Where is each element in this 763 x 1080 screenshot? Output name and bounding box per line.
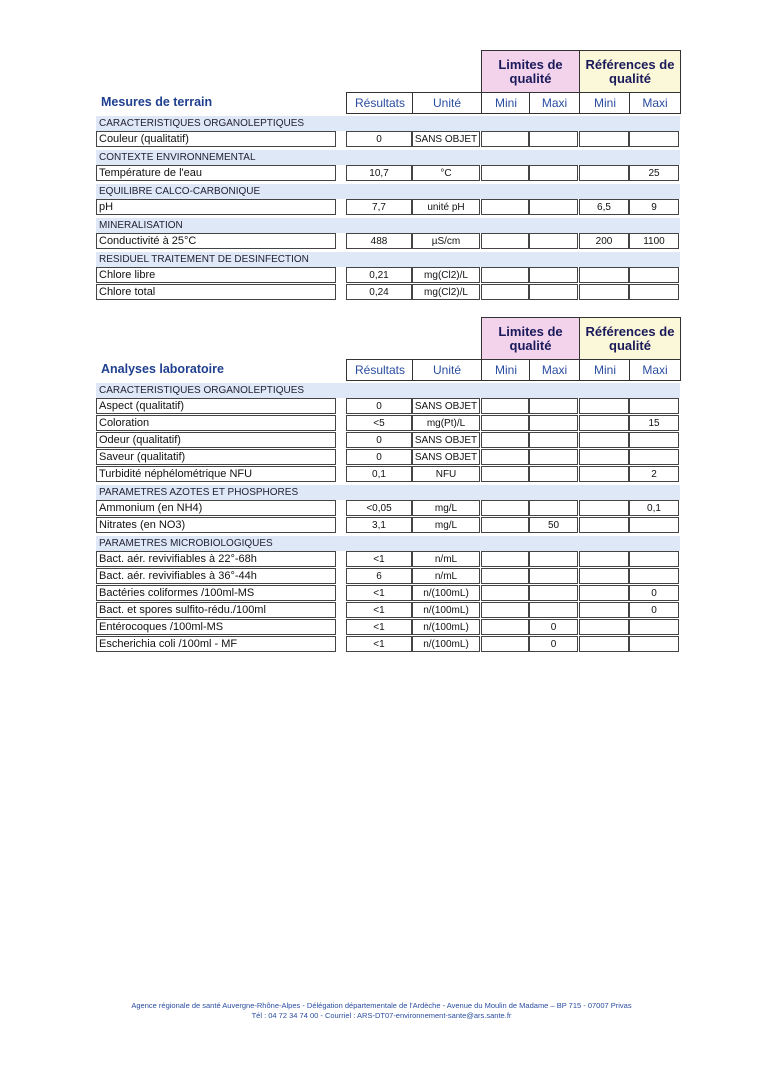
- limit-min-value: [481, 415, 529, 431]
- reference-min-value: [579, 517, 629, 533]
- reference-max-value: [629, 551, 679, 567]
- unit-value: n/(100mL): [412, 636, 480, 652]
- reference-min-value: [579, 500, 629, 516]
- result-value: <1: [346, 602, 412, 618]
- unit-value: SANS OBJET: [412, 131, 480, 147]
- limit-max-value: [529, 267, 578, 283]
- column-limit-min: Mini: [481, 359, 531, 381]
- parameter-name: Couleur (qualitatif): [96, 131, 336, 147]
- limit-max-value: 0: [529, 636, 578, 652]
- unit-value: SANS OBJET: [412, 449, 480, 465]
- parameter-name: Odeur (qualitatif): [96, 432, 336, 448]
- reference-max-value: 0,1: [629, 500, 679, 516]
- reference-min-value: 200: [579, 233, 629, 249]
- result-value: <1: [346, 636, 412, 652]
- column-header-row: [96, 92, 680, 114]
- table-row: [96, 233, 680, 250]
- reference-min-value: [579, 432, 629, 448]
- footer-address: Agence régionale de santé Auvergne-Rhône-Alpes - Délégation départementale de l'Ardèche - Avenue du Moulin de Madame – BP 715 - 07007 Privas: [131, 1001, 632, 1010]
- result-value: 7,7: [346, 199, 412, 215]
- unit-value: SANS OBJET: [412, 398, 480, 414]
- limit-max-value: [529, 432, 578, 448]
- unit-value: SANS OBJET: [412, 432, 480, 448]
- table-row: [96, 415, 680, 432]
- limit-max-value: [529, 199, 578, 215]
- reference-max-value: [629, 517, 679, 533]
- result-value: 10,7: [346, 165, 412, 181]
- limit-min-value: [481, 466, 529, 482]
- result-value: 0,1: [346, 466, 412, 482]
- limit-max-value: [529, 585, 578, 601]
- parameter-name: Escherichia coli /100ml - MF: [96, 636, 336, 652]
- parameter-name: Chlore libre: [96, 267, 336, 283]
- limit-min-value: [481, 517, 529, 533]
- table-row: [96, 199, 680, 216]
- limit-max-value: [529, 165, 578, 181]
- reference-max-value: 15: [629, 415, 679, 431]
- limit-max-value: [529, 284, 578, 300]
- table-row: [96, 585, 680, 602]
- category-label: EQUILIBRE CALCO-CARBONIQUE: [96, 184, 680, 199]
- limits-header: Limites de qualité: [481, 50, 580, 93]
- parameter-name: Turbidité néphélométrique NFU: [96, 466, 336, 482]
- unit-value: µS/cm: [412, 233, 480, 249]
- limit-max-value: 0: [529, 619, 578, 635]
- table-row: [96, 500, 680, 517]
- footer-contact: Tél : 04 72 34 74 00 - Courriel : ARS-DT07-environnement-sante@ars.sante.fr: [251, 1011, 512, 1020]
- parameter-name: Coloration: [96, 415, 336, 431]
- reference-max-value: [629, 449, 679, 465]
- parameter-name: Ammonium (en NH4): [96, 500, 336, 516]
- column-reference-max: Maxi: [629, 359, 681, 381]
- result-value: 6: [346, 568, 412, 584]
- limit-min-value: [481, 619, 529, 635]
- reference-min-value: [579, 284, 629, 300]
- reference-min-value: 6,5: [579, 199, 629, 215]
- field-measurements-table: [96, 50, 680, 301]
- limit-min-value: [481, 284, 529, 300]
- parameter-name: Aspect (qualitatif): [96, 398, 336, 414]
- limit-max-value: [529, 449, 578, 465]
- limit-min-value: [481, 165, 529, 181]
- unit-value: unité pH: [412, 199, 480, 215]
- parameter-name: Entérocoques /100ml-MS: [96, 619, 336, 635]
- unit-value: n/(100mL): [412, 602, 480, 618]
- category-label: MINERALISATION: [96, 218, 680, 233]
- table-row: [96, 432, 680, 449]
- limit-min-value: [481, 551, 529, 567]
- reference-max-value: [629, 568, 679, 584]
- limit-max-value: [529, 500, 578, 516]
- table-row: [96, 619, 680, 636]
- reference-min-value: [579, 466, 629, 482]
- table-row: [96, 568, 680, 585]
- references-header: Références de qualité: [579, 50, 681, 93]
- lab-analyses-table: [96, 317, 680, 653]
- reference-min-value: [579, 398, 629, 414]
- limit-max-value: [529, 398, 578, 414]
- unit-value: n/mL: [412, 568, 480, 584]
- result-value: 0: [346, 432, 412, 448]
- limit-max-value: 50: [529, 517, 578, 533]
- category-label: CARACTERISTIQUES ORGANOLEPTIQUES: [96, 116, 680, 131]
- table-row: [96, 466, 680, 483]
- limit-max-value: [529, 233, 578, 249]
- reference-max-value: 1100: [629, 233, 679, 249]
- column-limit-min: Mini: [481, 92, 531, 114]
- limit-min-value: [481, 585, 529, 601]
- column-reference-min: Mini: [579, 359, 631, 381]
- reference-max-value: 25: [629, 165, 679, 181]
- footer: [0, 1001, 763, 1021]
- limit-max-value: [529, 131, 578, 147]
- reference-max-value: [629, 398, 679, 414]
- limit-min-value: [481, 199, 529, 215]
- reference-min-value: [579, 619, 629, 635]
- reference-min-value: [579, 267, 629, 283]
- limit-min-value: [481, 500, 529, 516]
- reference-max-value: 2: [629, 466, 679, 482]
- reference-max-value: 0: [629, 602, 679, 618]
- limit-min-value: [481, 131, 529, 147]
- unit-value: mg/L: [412, 500, 480, 516]
- result-value: <5: [346, 415, 412, 431]
- reference-max-value: [629, 636, 679, 652]
- reference-max-value: 9: [629, 199, 679, 215]
- limit-max-value: [529, 415, 578, 431]
- limit-min-value: [481, 568, 529, 584]
- reference-min-value: [579, 449, 629, 465]
- table-row: [96, 165, 680, 182]
- limit-max-value: [529, 466, 578, 482]
- column-limit-max: Maxi: [529, 92, 580, 114]
- reference-min-value: [579, 568, 629, 584]
- limit-min-value: [481, 398, 529, 414]
- quality-header: [96, 317, 680, 359]
- table-row: [96, 284, 680, 301]
- unit-value: mg/L: [412, 517, 480, 533]
- column-results: Résultats: [346, 359, 414, 381]
- reference-min-value: [579, 585, 629, 601]
- unit-value: n/mL: [412, 551, 480, 567]
- parameter-name: Nitrates (en NO3): [96, 517, 336, 533]
- column-reference-max: Maxi: [629, 92, 681, 114]
- parameter-name: Chlore total: [96, 284, 336, 300]
- section-title: Mesures de terrain: [101, 95, 213, 109]
- result-value: 488: [346, 233, 412, 249]
- category-label: PARAMETRES AZOTES ET PHOSPHORES: [96, 485, 680, 500]
- column-reference-min: Mini: [579, 92, 631, 114]
- category-label: CARACTERISTIQUES ORGANOLEPTIQUES: [96, 383, 680, 398]
- reference-max-value: [629, 432, 679, 448]
- table-row: [96, 449, 680, 466]
- limit-min-value: [481, 636, 529, 652]
- table-row: [96, 602, 680, 619]
- unit-value: n/(100mL): [412, 619, 480, 635]
- parameter-name: Bact. aér. revivifiables à 36°-44h: [96, 568, 336, 584]
- limit-min-value: [481, 267, 529, 283]
- table-row: [96, 131, 680, 148]
- limit-max-value: [529, 551, 578, 567]
- reference-min-value: [579, 602, 629, 618]
- reference-max-value: [629, 131, 679, 147]
- limit-min-value: [481, 602, 529, 618]
- parameter-name: Température de l'eau: [96, 165, 336, 181]
- result-value: <1: [346, 619, 412, 635]
- unit-value: n/(100mL): [412, 585, 480, 601]
- category-label: PARAMETRES MICROBIOLOGIQUES: [96, 536, 680, 551]
- category-label: RESIDUEL TRAITEMENT DE DESINFECTION: [96, 252, 680, 267]
- result-value: <0,05: [346, 500, 412, 516]
- reference-max-value: [629, 267, 679, 283]
- unit-value: °C: [412, 165, 480, 181]
- table-row: [96, 517, 680, 534]
- parameter-name: Bactéries coliformes /100ml-MS: [96, 585, 336, 601]
- result-value: <1: [346, 585, 412, 601]
- reference-min-value: [579, 636, 629, 652]
- table-row: [96, 398, 680, 415]
- reference-min-value: [579, 165, 629, 181]
- column-header-row: [96, 359, 680, 381]
- reference-min-value: [579, 415, 629, 431]
- category-label: CONTEXTE ENVIRONNEMENTAL: [96, 150, 680, 165]
- result-value: 3,1: [346, 517, 412, 533]
- parameter-name: Saveur (qualitatif): [96, 449, 336, 465]
- references-header: Références de qualité: [579, 317, 681, 360]
- parameter-name: Bact. aér. revivifiables à 22°-68h: [96, 551, 336, 567]
- section-title: Analyses laboratoire: [101, 362, 224, 376]
- result-value: 0,21: [346, 267, 412, 283]
- limit-min-value: [481, 432, 529, 448]
- unit-value: mg(Cl2)/L: [412, 284, 480, 300]
- quality-header: [96, 50, 680, 92]
- column-unit: Unité: [412, 92, 482, 114]
- reference-min-value: [579, 131, 629, 147]
- limit-min-value: [481, 449, 529, 465]
- unit-value: mg(Cl2)/L: [412, 267, 480, 283]
- limits-header: Limites de qualité: [481, 317, 580, 360]
- limit-max-value: [529, 602, 578, 618]
- reference-max-value: [629, 619, 679, 635]
- reference-max-value: 0: [629, 585, 679, 601]
- table-row: [96, 267, 680, 284]
- parameter-name: pH: [96, 199, 336, 215]
- result-value: 0: [346, 449, 412, 465]
- result-value: <1: [346, 551, 412, 567]
- result-value: 0: [346, 398, 412, 414]
- reference-min-value: [579, 551, 629, 567]
- parameter-name: Conductivité à 25°C: [96, 233, 336, 249]
- column-results: Résultats: [346, 92, 414, 114]
- parameter-name: Bact. et spores sulfito-rédu./100ml: [96, 602, 336, 618]
- table-row: [96, 551, 680, 568]
- result-value: 0: [346, 131, 412, 147]
- result-value: 0,24: [346, 284, 412, 300]
- unit-value: NFU: [412, 466, 480, 482]
- limit-max-value: [529, 568, 578, 584]
- limit-min-value: [481, 233, 529, 249]
- column-limit-max: Maxi: [529, 359, 580, 381]
- table-row: [96, 636, 680, 653]
- reference-max-value: [629, 284, 679, 300]
- unit-value: mg(Pt)/L: [412, 415, 480, 431]
- column-unit: Unité: [412, 359, 482, 381]
